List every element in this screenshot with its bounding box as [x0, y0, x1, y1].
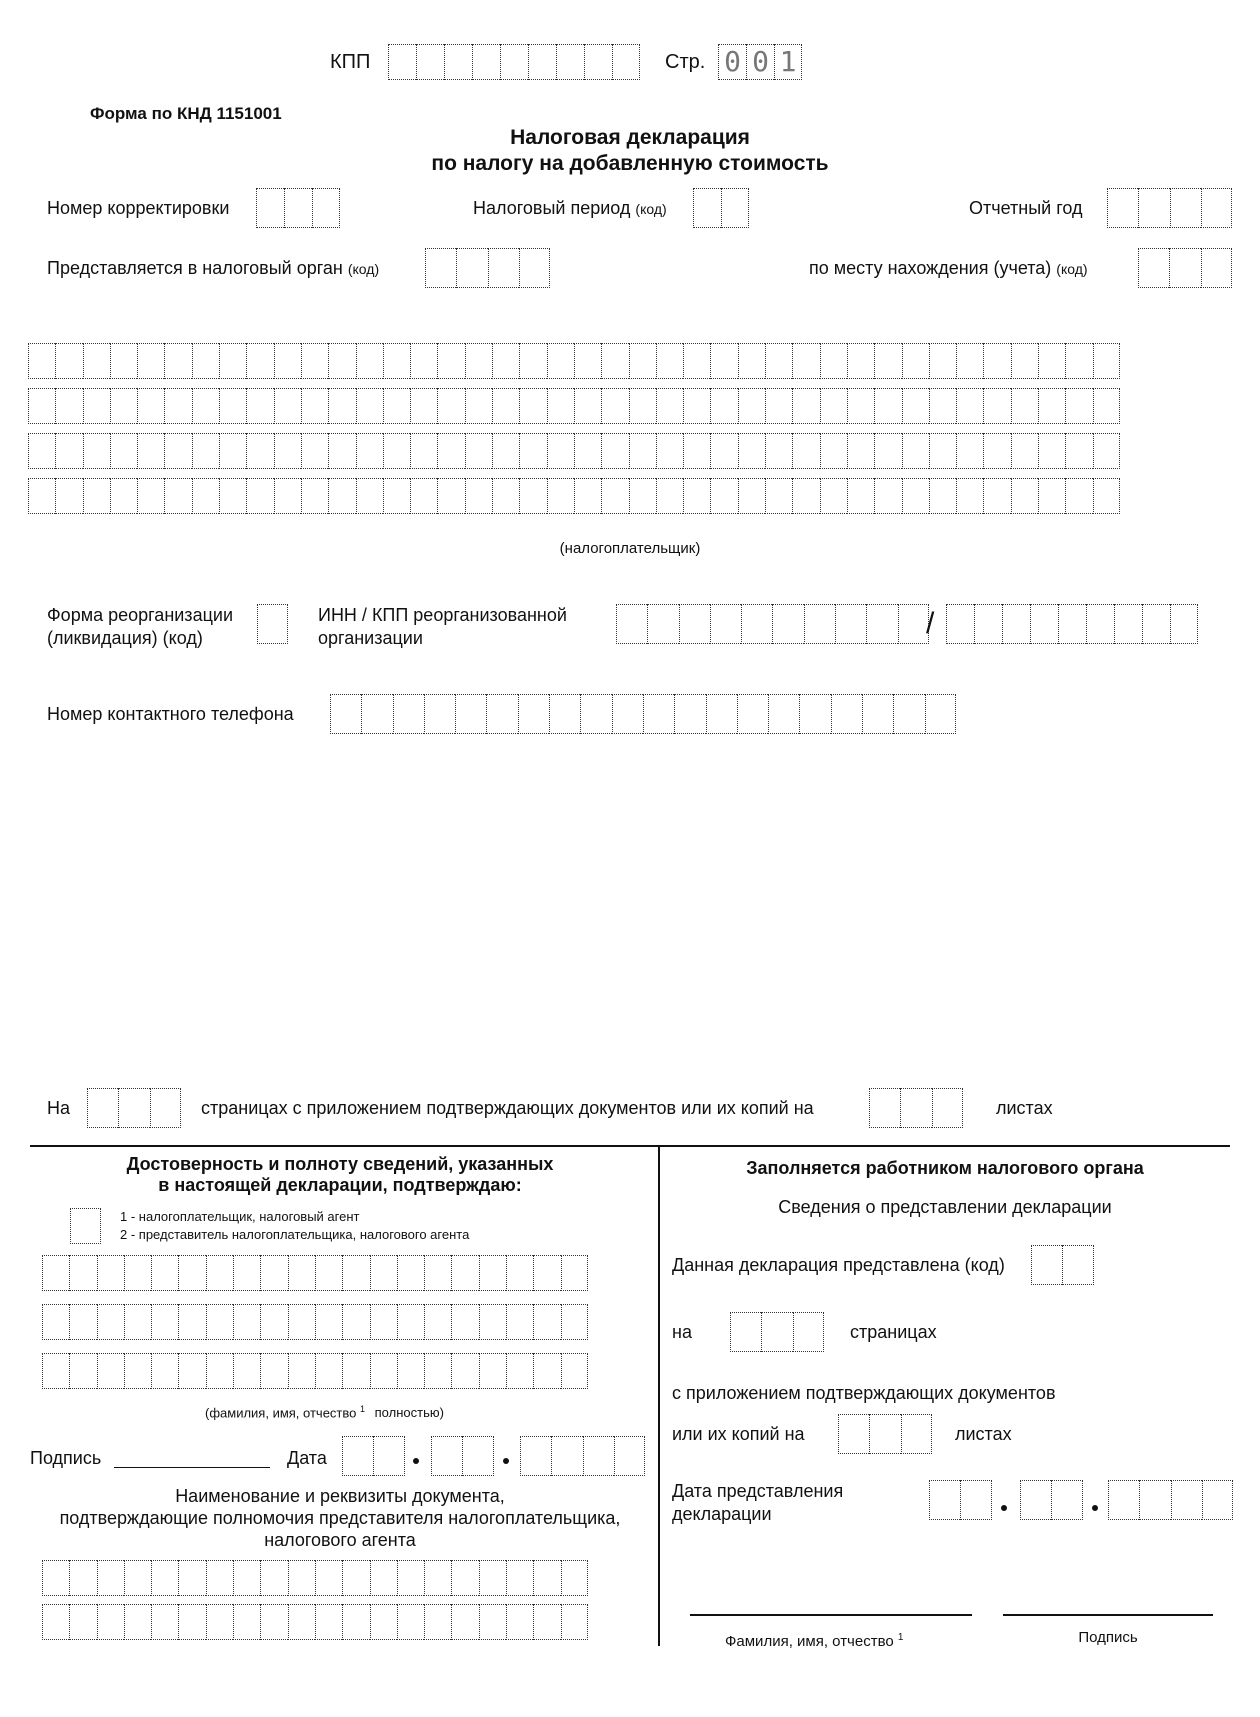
signature-line[interactable] [114, 1467, 270, 1468]
officer-fio-footnote-mark: 1 [897, 1632, 904, 1643]
kpp-field[interactable] [388, 44, 640, 80]
right-subheading: Сведения о представлении декларации [778, 1197, 1112, 1217]
page-digit: 0 [718, 44, 746, 80]
taxpayer-name-grid[interactable] [28, 343, 1120, 514]
officer-signature-line[interactable] [1003, 1614, 1213, 1616]
date-month-field[interactable] [431, 1436, 494, 1476]
date-label: Дата [287, 1448, 327, 1468]
page-label: Стр. [665, 51, 706, 73]
report-year-field[interactable] [1107, 188, 1232, 228]
signer-name-row[interactable] [42, 1255, 588, 1291]
fio-caption [205, 1398, 444, 1424]
signer-type-field[interactable] [70, 1208, 101, 1244]
sheets-count-field[interactable] [869, 1088, 963, 1128]
authority-doc-grid[interactable] [42, 1560, 588, 1640]
location-field[interactable] [1138, 248, 1232, 288]
right-on-label: на [672, 1322, 692, 1342]
submission-month-field[interactable] [1020, 1480, 1083, 1520]
officer-fio-text: Фамилия, имя, отчество [725, 1633, 894, 1650]
taxpayer-name-row[interactable] [28, 433, 1120, 469]
kpp-label: КПП [330, 51, 371, 73]
reorg-form-label-line1: Форма реорганизации [47, 605, 233, 625]
right-heading: Заполняется работником налогового органа [746, 1158, 1144, 1178]
tax-authority-text: Представляется в налоговый орган [47, 258, 343, 278]
doc-text-line2: подтверждающие полномочия представителя налогоплательщика, [59, 1508, 621, 1528]
pages-on-label: На [47, 1098, 71, 1118]
tax-authority-label [47, 257, 379, 280]
date-year-field[interactable] [520, 1436, 645, 1476]
doc-text-line3: налогового агента [264, 1530, 416, 1550]
signer-option-2: 2 - представитель налогоплательщика, налогового агента [120, 1227, 470, 1242]
reorg-form-label-line2: (ликвидация) (код) [47, 628, 203, 648]
taxpayer-name-row[interactable] [28, 388, 1120, 424]
signer-name-row[interactable] [42, 1304, 588, 1340]
officer-name-line[interactable] [690, 1614, 972, 1616]
inn-kpp-slash: / [926, 607, 935, 640]
tax-period-label [473, 197, 667, 220]
right-sheets-label: листах [955, 1424, 1012, 1444]
officer-fio-label [725, 1627, 903, 1653]
code-suffix: (код) [1056, 261, 1088, 277]
right-sheets-field[interactable] [838, 1414, 932, 1454]
form-code: Форма по КНД 1151001 [90, 104, 282, 123]
submission-date-line2: декларации [672, 1504, 772, 1524]
taxpayer-name-row[interactable] [28, 343, 1120, 379]
location-label [809, 257, 1088, 280]
signature-label: Подпись [30, 1448, 102, 1468]
left-heading-line1: Достоверность и полноту сведений, указанных [126, 1154, 554, 1174]
tax-period-text: Налоговый период [473, 198, 631, 218]
phone-field[interactable] [330, 694, 956, 734]
tax-period-field[interactable] [693, 188, 749, 228]
right-pages-field[interactable] [730, 1312, 824, 1352]
page-number-field[interactable] [718, 44, 802, 80]
page-digit: 0 [746, 44, 774, 80]
date-separator-dot [503, 1458, 509, 1464]
attachments-line1: с приложением подтверждающих документов [672, 1383, 1056, 1403]
submission-date-line1: Дата представления [672, 1481, 844, 1501]
tax-authority-field[interactable] [425, 248, 550, 288]
officer-signature-label: Подпись [1078, 1629, 1138, 1646]
submission-day-field[interactable] [929, 1480, 992, 1520]
right-pages-label: страницах [850, 1322, 937, 1342]
code-suffix: (код) [635, 201, 667, 217]
page-digit: 1 [774, 44, 802, 80]
authority-doc-row[interactable] [42, 1560, 588, 1596]
submitted-code-label: Данная декларация представлена (код) [672, 1255, 1005, 1275]
submission-year-field[interactable] [1108, 1480, 1233, 1520]
signer-option-1: 1 - налогоплательщик, налоговый агент [120, 1209, 360, 1224]
taxpayer-caption: (налогоплательщик) [559, 540, 701, 557]
reorg-kpp-field[interactable] [946, 604, 1198, 644]
date-day-field[interactable] [342, 1436, 405, 1476]
inn-kpp-label-line1: ИНН / КПП реорганизованной [318, 605, 567, 625]
reorg-inn-field[interactable] [616, 604, 929, 644]
fio-footnote-mark: 1 [360, 1404, 366, 1414]
report-year-label: Отчетный год [969, 198, 1083, 218]
sheets-label: листах [996, 1098, 1053, 1118]
attachments-line2: или их копий на [672, 1424, 805, 1444]
horizontal-divider [30, 1145, 1230, 1147]
date-separator-dot [1092, 1505, 1098, 1511]
phone-label: Номер контактного телефона [47, 704, 294, 724]
date-separator-dot [1001, 1505, 1007, 1511]
taxpayer-name-row[interactable] [28, 478, 1120, 514]
inn-kpp-label-line2: организации [318, 628, 423, 648]
date-separator-dot [413, 1458, 419, 1464]
vertical-divider [658, 1146, 660, 1646]
signer-name-grid[interactable] [42, 1255, 588, 1389]
reorg-form-field[interactable] [257, 604, 288, 644]
fio-caption-end: полностью) [374, 1405, 444, 1421]
submitted-code-field[interactable] [1031, 1245, 1094, 1285]
fio-caption-text: (фамилия, имя, отчество [205, 1405, 357, 1421]
pages-count-field[interactable] [87, 1088, 181, 1128]
page-title-line2: по налогу на добавленную стоимость [431, 152, 829, 175]
page-title-line1: Налоговая декларация [510, 126, 750, 149]
left-heading-line2: в настоящей декларации, подтверждаю: [158, 1175, 522, 1195]
correction-number-field[interactable] [256, 188, 340, 228]
code-suffix: (код) [347, 261, 380, 277]
location-text: по месту нахождения (учета) [809, 258, 1052, 278]
signer-name-row[interactable] [42, 1353, 588, 1389]
authority-doc-row[interactable] [42, 1604, 588, 1640]
correction-number-label: Номер корректировки [47, 198, 230, 218]
pages-middle-text: страницах с приложением подтверждающих документов или их копий на [201, 1098, 814, 1118]
doc-text-line1: Наименование и реквизиты документа, [175, 1486, 505, 1506]
